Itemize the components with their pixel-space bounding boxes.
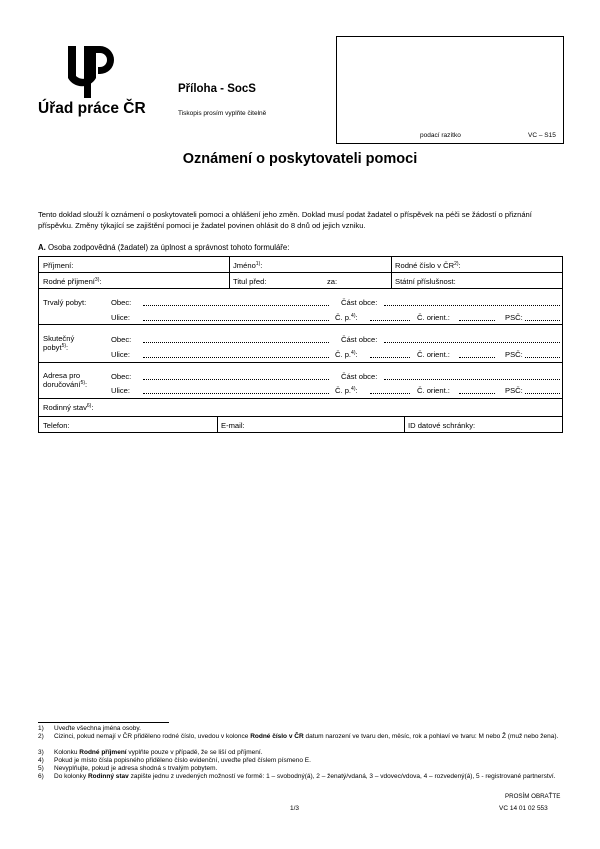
permanent-municipality-label: Obec:	[111, 298, 132, 307]
delivery-orient-no-label: Č. orient.:	[417, 386, 450, 395]
section-a-heading	[38, 243, 289, 252]
delivery-street-input[interactable]	[143, 393, 329, 394]
first-name-field[interactable]: Jméno$^{1)}$:	[233, 261, 263, 270]
page-number: 1/3	[290, 805, 300, 812]
page-title: Oznámení o poskytovateli pomoci	[182, 151, 418, 167]
birth-number-field[interactable]: Rodné číslo v ČR$^{2)}$:	[395, 261, 461, 270]
permanent-street-label: Ulice:	[111, 313, 130, 322]
appendix-title: Příloha - SocS	[178, 83, 256, 95]
actual-district-input[interactable]	[384, 342, 560, 343]
permanent-zip-label: PSČ:	[505, 313, 523, 322]
delivery-municipality-input[interactable]	[143, 379, 329, 380]
marital-status-field[interactable]: Rodinný stav$^{6)}$:	[43, 403, 94, 412]
title-after-field[interactable]: za:	[327, 277, 338, 286]
actual-zip-input[interactable]	[525, 357, 560, 358]
permanent-orient-no-input[interactable]	[459, 320, 495, 321]
permanent-house-no-label: Č. p.$^{4)}$:	[335, 313, 358, 322]
delivery-house-no-input[interactable]	[370, 393, 410, 394]
delivery-district-label: Část obce:	[341, 372, 378, 381]
applicant-form	[38, 256, 563, 433]
organization-name: Úřad práce ČR	[38, 100, 146, 117]
delivery-zip-input[interactable]	[525, 393, 560, 394]
legibility-hint: Tiskopis prosím vyplňte čitelně	[178, 110, 267, 117]
delivery-orient-no-input[interactable]	[459, 393, 495, 394]
permanent-zip-input[interactable]	[525, 320, 560, 321]
actual-orient-no-input[interactable]	[459, 357, 495, 358]
birth-surname-field[interactable]: Rodné příjmení$^{3)}$:	[43, 277, 102, 286]
footnote-3: 3) Kolonku Rodné příjmení vyplňte pouze v případě, že se liší od příjmení.	[38, 749, 263, 756]
footnote-6: 6) Do kolonky Rodinný stav zapište jednu z uvedených možností ve formě: 1 – svobodný(á), 2 – ženatý/vdaná, 3 – vdovec/vdova, 4 – rozvedený(á), 5 - registrované partnerství.	[38, 773, 556, 780]
delivery-house-no-label: Č. p.$^{4)}$:	[335, 386, 358, 395]
permanent-address-label: Trvalý pobyt:	[43, 298, 87, 307]
document-code: VC 14 01 02 553	[499, 805, 548, 812]
turn-over-note: PROSÍM OBRAŤTE	[505, 793, 561, 800]
delivery-address-label: Adresa pro doručování$^{5)}$:	[43, 371, 88, 389]
permanent-house-no-input[interactable]	[370, 320, 410, 321]
actual-municipality-label: Obec:	[111, 335, 132, 344]
stamp-label: podací razítko	[420, 132, 461, 139]
permanent-municipality-input[interactable]	[143, 305, 329, 306]
email-field[interactable]: E-mail:	[221, 421, 245, 430]
actual-address-label: Skutečný pobyt$^{5)}$:	[43, 334, 75, 352]
delivery-district-input[interactable]	[384, 379, 560, 380]
permanent-orient-no-label: Č. orient.:	[417, 313, 450, 322]
actual-street-label: Ulice:	[111, 350, 130, 359]
actual-street-input[interactable]	[143, 357, 329, 358]
urad-prace-logo-icon	[62, 46, 124, 98]
footnote-4: 4) Pokud je místo čísla popisného přiděleno číslo evidenční, uveďte před číslem písmeno E.	[38, 757, 311, 764]
phone-field[interactable]: Telefon:	[43, 421, 70, 430]
actual-zip-label: PSČ:	[505, 350, 523, 359]
permanent-district-label: Část obce:	[341, 298, 378, 307]
footnote-1: 1) Uveďte všechna jména osoby.	[38, 725, 141, 732]
data-box-field[interactable]: ID datové schránky:	[408, 421, 476, 430]
surname-field[interactable]: Příjmení:	[43, 261, 74, 270]
actual-municipality-input[interactable]	[143, 342, 329, 343]
section-a-text: Osoba zodpovědná (žadatel) za úplnost a správnost tohoto formuláře:	[47, 243, 290, 252]
actual-orient-no-label: Č. orient.:	[417, 350, 450, 359]
delivery-municipality-label: Obec:	[111, 372, 132, 381]
form-code: VC – S15	[528, 132, 556, 139]
title-before-field[interactable]: Titul před:	[233, 277, 267, 286]
citizenship-field[interactable]: Státní příslušnost:	[395, 277, 456, 286]
footnote-5: 5) Nevyplňujte, pokud je adresa shodná s trvalým pobytem.	[38, 765, 218, 772]
actual-district-label: Část obce:	[341, 335, 378, 344]
section-a-letter: A.	[38, 243, 46, 252]
actual-house-no-input[interactable]	[370, 357, 410, 358]
permanent-street-input[interactable]	[143, 320, 329, 321]
footnote-2: 2) Cizinci, pokud nemají v ČR přiděleno rodné číslo, uvedou v kolonce Rodné číslo v ČR datum narození ve tvaru den, měsíc, rok a pohlaví ve tvaru: M nebo Ž (muž nebo žena).	[38, 733, 559, 740]
delivery-zip-label: PSČ:	[505, 386, 523, 395]
delivery-street-label: Ulice:	[111, 386, 130, 395]
footnote-separator	[38, 722, 169, 723]
permanent-district-input[interactable]	[384, 305, 560, 306]
actual-house-no-label: Č. p.$^{4)}$:	[335, 350, 358, 359]
stamp-box	[336, 36, 564, 144]
intro-paragraph: Tento doklad slouží k oznámení o poskytovateli pomoci a ohlášení jeho změn. Doklad musí podat žadatel o příspěvek na péči se žádostí o přiznání příspěvku. Změny týkající se zajištění pomoci je žadatel povinen ohlásit do 8 dnů od jejich vzniku.	[38, 210, 532, 230]
